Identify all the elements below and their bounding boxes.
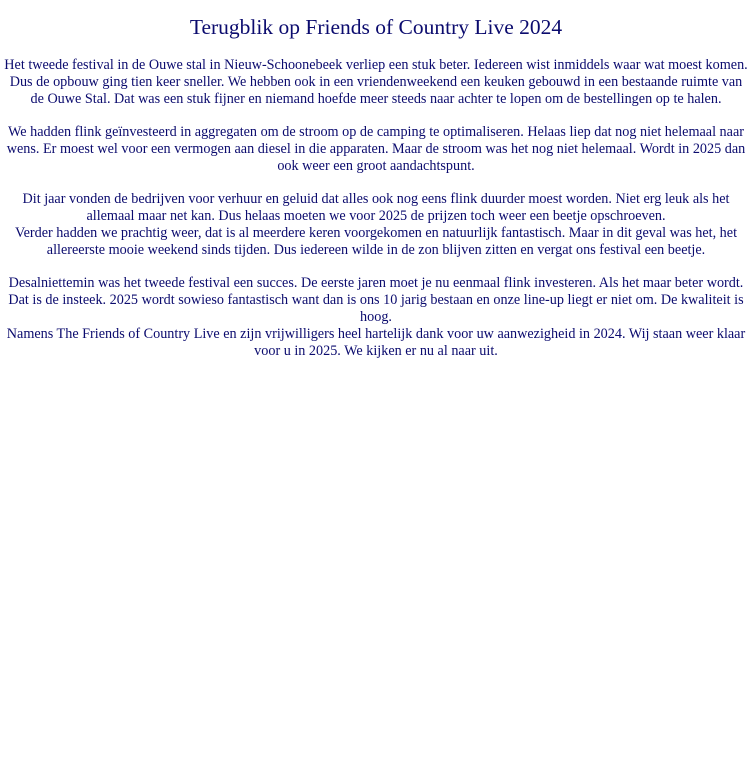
paragraph-gap (2, 175, 750, 192)
page-title: Terugblik op Friends of Country Live 2024 (189, 15, 563, 39)
paragraph-opbouw: Het tweede festival in de Ouwe stal in Nieuw-Schoonebeek verliep een stuk beter. Iedereen wist inmiddels waar wat moest komen. Dus de opbouw ging tien keer sneller. We hebben ook in een vriendenweekend een keuken gebouwd in een bestaande ruimte van de Ouwe Stal. Dat was een stuk fijner en niemand hoefde meer steeds naar achter te lopen om de bestellingen op te halen. (4, 57, 748, 107)
article (0, 0, 752, 359)
paragraph-stroom: We hadden flink geïnvesteerd in aggregaten om de stroom op de camping te optimaliseren. Helaas liep dat nog niet helemaal naar wens. Er moest wel voor een vermogen aan diesel in die apparaten. Maar de stroom was het nog niet helemaal. Wordt in 2025 dan ook weer een groot aandachtspunt. (6, 124, 746, 174)
paragraph-gap (2, 107, 750, 124)
paragraph-prijzen: Dit jaar vonden de bedrijven voor verhuur en geluid dat alles ook nog eens flink duurder moest worden. Niet erg leuk als het allemaal maar net kan. Dus helaas moeten we voor 2025 de prijzen toch weer een beetje opschroeven. (22, 191, 730, 225)
paragraph-weer: Verder hadden we prachtig weer, dat is al meerdere keren voorgekomen en natuurlijk fantastisch. Maar in dit geval was het, het allereerste mooie weekend sinds tijden. Dus iedereen wilde in de zon blijven zitten en vergat ons festival een beetje. (14, 224, 738, 258)
paragraph-gap (2, 259, 750, 276)
paragraph-dankwoord: Namens The Friends of Country Live en zijn vrijwilligers heel hartelijk dank voor uw aanwezigheid in 2024. Wij staan weer klaar voor u in 2025. We kijken er nu al naar uit. (6, 325, 746, 359)
paragraph-succes: Desalniettemin was het tweede festival een succes. De eerste jaren moet je nu eenmaal flink investeren. Als het maar beter wordt. Dat is de insteek. 2025 wordt sowieso fantastisch want dan is ons 10 jarig bestaan en onze line-up liegt er niet om. De kwaliteit is hoog. (8, 275, 744, 325)
